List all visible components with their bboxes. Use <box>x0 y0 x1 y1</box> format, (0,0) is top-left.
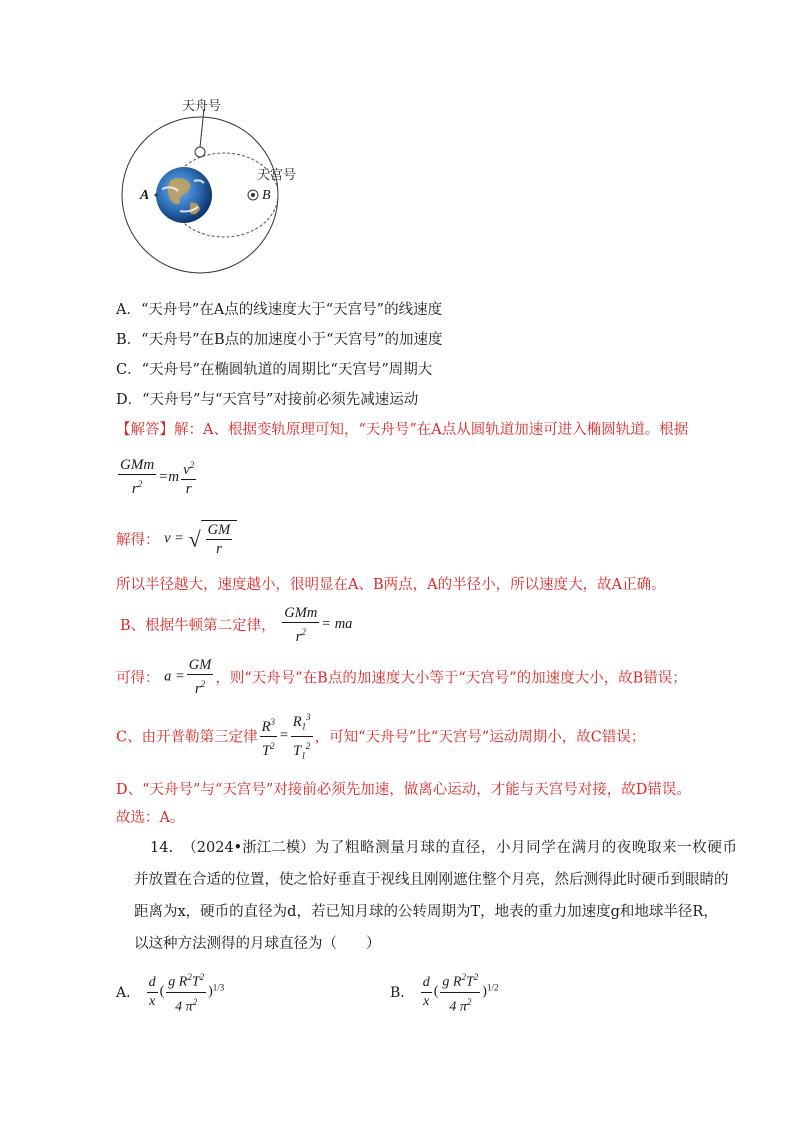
q14-line1-text: 为了粗略测量月球的直径，小月同学在满月的夜晚取来一枚硬币 <box>314 840 738 856</box>
option-b: B．“天舟号”在B点的加速度小于“天宫号”的加速度 <box>116 332 443 348</box>
c-conclusion: ，可知“天舟号”比“天宫号”运动周期小，故C错误； <box>314 729 646 746</box>
d-text: D、“天舟号”与“天宫号”对接前必须先加速，做离心运动，才能与天宫号对接，故D错误。 <box>116 782 691 798</box>
can-get-label: 可得： <box>116 670 160 687</box>
q14-line1 <box>150 832 738 864</box>
q14-option-a-label: A． <box>116 985 141 1002</box>
solution-intro-text: 解：A、根据变轨原理可知，“天舟号”在A点从圆轨道加速可进入椭圆轨道。根据 <box>174 422 689 438</box>
q14-option-a-exponent: 1/3 <box>212 982 225 993</box>
solve-label: 解得： <box>116 532 160 549</box>
label-tiangong: 天宫号 <box>257 168 297 183</box>
label-point-a: A <box>140 188 150 203</box>
label-point-b: B <box>262 188 271 203</box>
tianzhou-satellite-icon <box>195 147 205 157</box>
earth-icon <box>156 167 212 223</box>
q14-number: 14. <box>150 840 174 856</box>
tianzhou-pointer-line <box>200 109 204 147</box>
q14-line4: 以这种方法测得的月球直径为（ ） <box>134 936 381 952</box>
q14-line2: 并放置在合适的位置，使之恰好垂直于视线且刚刚遮住整个月亮，然后测得此时硬币到眼睛的 <box>134 872 729 888</box>
option-c: C．“天舟号”在椭圆轨道的周期比“天宫号”周期大 <box>116 362 433 378</box>
solution-intro <box>116 418 688 439</box>
q14-line3: 距离为x，硬币的直径为d，若已知月球的公转周期为T，地表的重力加速度g和地球半径R， <box>134 904 718 920</box>
answer: 故选：A。 <box>116 810 185 826</box>
q14-option-a: A． $\frac{d}{x}$ ( $\frac{g R^2T^2}{4 \pi^2}$ )$^{1/3}$ <box>116 972 225 1015</box>
conclusion-a: 所以半径越大，速度越小，很明显在A、B两点，A的半径小，所以速度大，故A正确。 <box>116 577 666 593</box>
solution-tag: 【解答】 <box>116 422 174 438</box>
q14-source: （2024•浙江二模） <box>182 840 315 856</box>
option-a: A．“天舟号”在A点的线速度大于“天宫号”的线速度 <box>116 302 443 318</box>
option-d: D．“天舟号”与“天宫号”对接前必须先减速运动 <box>116 392 419 408</box>
b-line: B、根据牛顿第二定律， $\frac{\text{GMm}}{r^2}$ = ma <box>120 605 353 645</box>
q14-option-b-exponent: 1/2 <box>486 982 499 993</box>
c-prefix: C、由开普勒第三定律 <box>116 729 258 746</box>
q14-option-b: B． $\frac{d}{x}$ ( $\frac{g R^2T^2}{4 \pi^2}$ )$^{1/2}$ <box>390 972 499 1015</box>
b-conclusion: ，则“天舟号”在B点的加速度大小等于“天宫号”的加速度大小，故B错误； <box>215 670 687 687</box>
tiangong-satellite-core <box>251 193 255 197</box>
b-result-line: 可得： a = $\frac{GM}{r^2}$ ，则“天舟号”在B点的加速度大小等于“天宫号”的加速度大小，故B错误； <box>116 657 687 697</box>
b-prefix: B、根据牛顿第二定律， <box>120 617 276 634</box>
formula-gravity-centripetal: $\frac{\text{GMm}}{r^2}$ =m $\frac{v^2}{r}$ <box>120 457 195 497</box>
q14-option-b-label: B． <box>390 985 415 1002</box>
c-line: C、由开普勒第三定律 $\frac{R^3}{T^2}$ = $\frac{R_1^3}{T_1^2}$ ，可知“天舟号”比“天宫号”运动周期小，故C错误； <box>116 712 646 761</box>
point-a-marker <box>155 194 158 197</box>
label-tianzhou: 天舟号 <box>182 99 222 114</box>
solve-line: 解得： v = √ $\frac{GM}{r}$ <box>116 520 237 558</box>
